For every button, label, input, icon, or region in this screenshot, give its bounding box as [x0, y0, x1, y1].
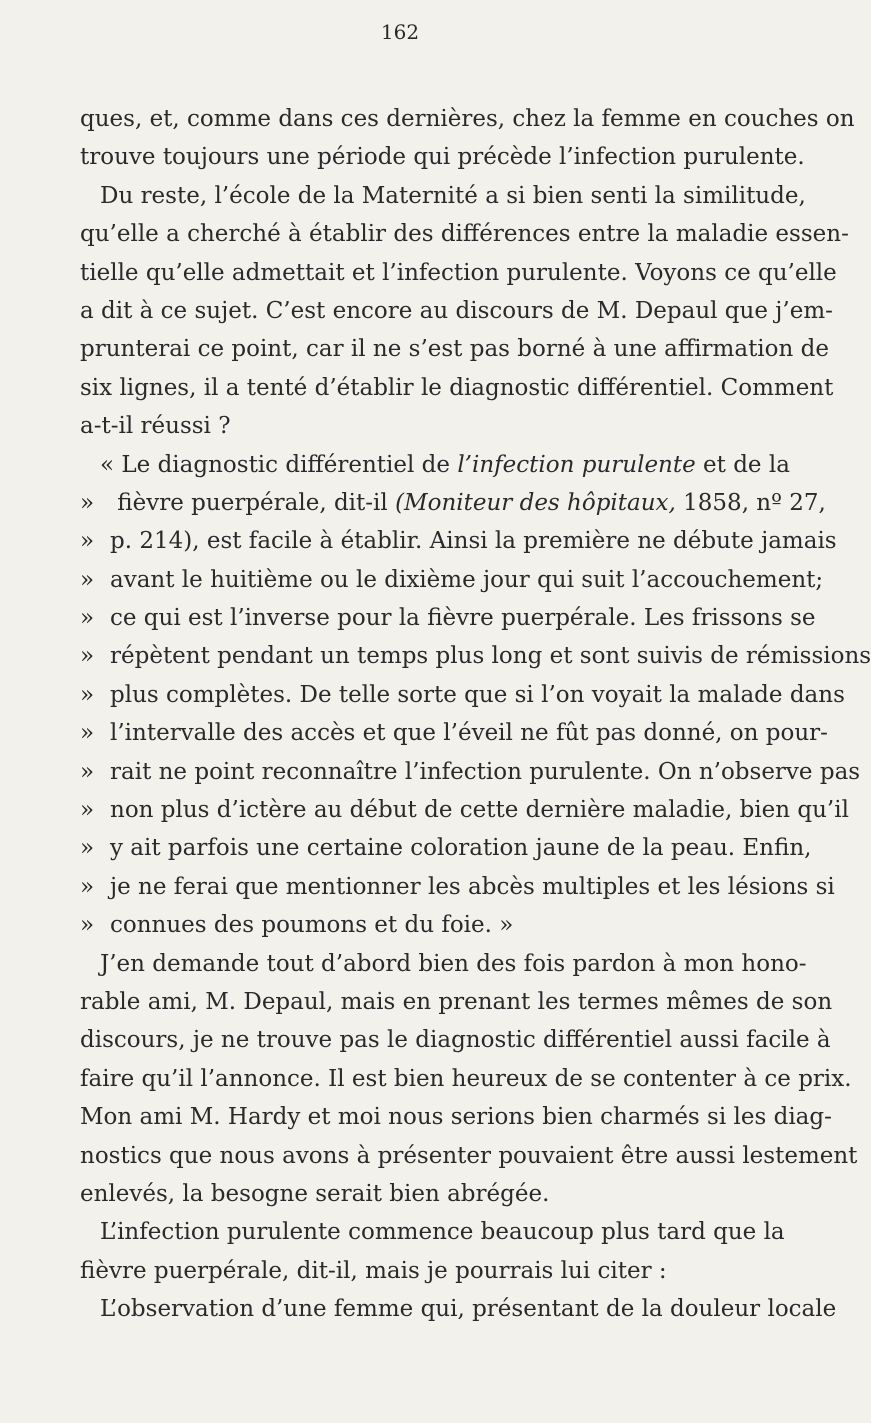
- quote-text: je ne ferai que mentionner les abcès multiples et les lésions si: [110, 873, 835, 900]
- text-line: fièvre puerpérale, dit-il, mais je pourrais lui citer :: [80, 1257, 667, 1284]
- quote-text: répètent pendant un temps plus long et sont suivis de rémissions: [110, 643, 871, 670]
- quote-open-mark: «: [100, 451, 115, 478]
- page-number: 162: [380, 20, 420, 44]
- quote-emphasis: l’infection purulente: [457, 451, 696, 478]
- text-line: L’infection purulente commence beaucoup plus tard que la: [100, 1219, 785, 1246]
- quote-mark: »: [80, 605, 95, 632]
- quote-text: p. 214), est facile à établir. Ainsi la première ne débute jamais: [110, 528, 837, 555]
- quote-text: ce qui est l’inverse pour la fièvre puerpérale. Les frissons se: [110, 605, 816, 632]
- quote-line: [80, 868, 835, 906]
- quote-line: [80, 906, 760, 944]
- quote-text: plus complètes. De telle sorte que si l’on voyait la malade dans: [110, 681, 845, 708]
- quote-mark: »: [80, 720, 95, 747]
- quote-line: [80, 714, 828, 752]
- text-line: Mon ami M. Hardy et moi nous serions bien charmés si les diag-: [80, 1104, 832, 1131]
- quote-mark: »: [80, 797, 95, 824]
- quote-mark: »: [80, 566, 95, 593]
- quote-line: [80, 676, 845, 714]
- text-line: enlevés, la besogne serait bien abrégée.: [80, 1180, 550, 1207]
- quote-text: et de la: [695, 451, 790, 478]
- text-line: nostics que nous avons à présenter pouvaient être aussi lestement: [80, 1142, 858, 1169]
- quote-text: Le diagnostic différentiel de: [114, 451, 458, 478]
- quote-mark: »: [80, 681, 95, 708]
- text-line: qu’elle a cherché à établir des différences entre la maladie essen-: [80, 221, 849, 248]
- quote-line: [80, 829, 812, 867]
- quote-mark: »: [80, 643, 95, 670]
- text-line: tielle qu’elle admettait et l’infection purulente. Voyons ce qu’elle: [80, 259, 837, 286]
- quote-text: connues des poumons et du foie. »: [110, 912, 514, 939]
- text-line: discours, je ne trouve pas le diagnostic différentiel aussi facile à: [80, 1027, 831, 1054]
- text-line: a-t-il réussi ?: [80, 413, 231, 440]
- quote-mark: »: [80, 912, 95, 939]
- text-line: a dit à ce sujet. C’est encore au discours de M. Depaul que j’em-: [80, 297, 833, 324]
- quote-mark: »: [80, 835, 95, 862]
- quote-line: [80, 791, 849, 829]
- text-line: trouve toujours une période qui précède l’infection purulente.: [80, 144, 805, 171]
- body-text: [80, 100, 871, 1329]
- quote-text: avant le huitième ou le dixième jour qui suit l’accouchement;: [110, 566, 824, 593]
- quote-line: [80, 561, 824, 599]
- quote-line: [80, 599, 816, 637]
- quote-line: [80, 637, 871, 675]
- quote-line: [80, 446, 790, 484]
- quote-mark: »: [80, 758, 95, 785]
- text-line: ques, et, comme dans ces dernières, chez la femme en couches on: [80, 106, 855, 132]
- text-line: faire qu’il l’annonce. Il est bien heureux de se contenter à ce prix.: [80, 1065, 852, 1092]
- quote-text: y ait parfois une certaine coloration jaune de la peau. Enfin,: [110, 835, 812, 862]
- quote-text: rait ne point reconnaître l’infection purulente. On n’observe pas: [110, 758, 861, 785]
- quote-text: l’intervalle des accès et que l’éveil ne fût pas donné, on pour-: [110, 720, 828, 747]
- quote-mark: »: [80, 528, 95, 555]
- quote-text: 1858, nº 27,: [675, 489, 826, 516]
- text-line: Du reste, l’école de la Maternité a si bien senti la similitude,: [100, 182, 806, 209]
- quote-line: [80, 484, 826, 522]
- quote-mark: »: [80, 489, 95, 516]
- text-line: J’en demande tout d’abord bien des fois pardon à mon hono-: [100, 950, 807, 977]
- quote-text: fièvre puerpérale, dit-il: [110, 489, 396, 516]
- text-line: prunterai ce point, car il ne s’est pas borné à une affirmation de: [80, 336, 829, 363]
- quote-line: [80, 522, 837, 560]
- quote-emphasis: (Moniteur des hôpitaux,: [395, 489, 676, 516]
- text-line: six lignes, il a tenté d’établir le diagnostic différentiel. Comment: [80, 374, 834, 401]
- quote-mark: »: [80, 873, 95, 900]
- text-line: rable ami, M. Depaul, mais en prenant les termes mêmes de son: [80, 988, 833, 1015]
- quote-text: non plus d’ictère au début de cette dernière maladie, bien qu’il: [110, 797, 849, 824]
- quote-line: [80, 753, 861, 791]
- text-line: L’observation d’une femme qui, présentant de la douleur locale: [100, 1296, 837, 1323]
